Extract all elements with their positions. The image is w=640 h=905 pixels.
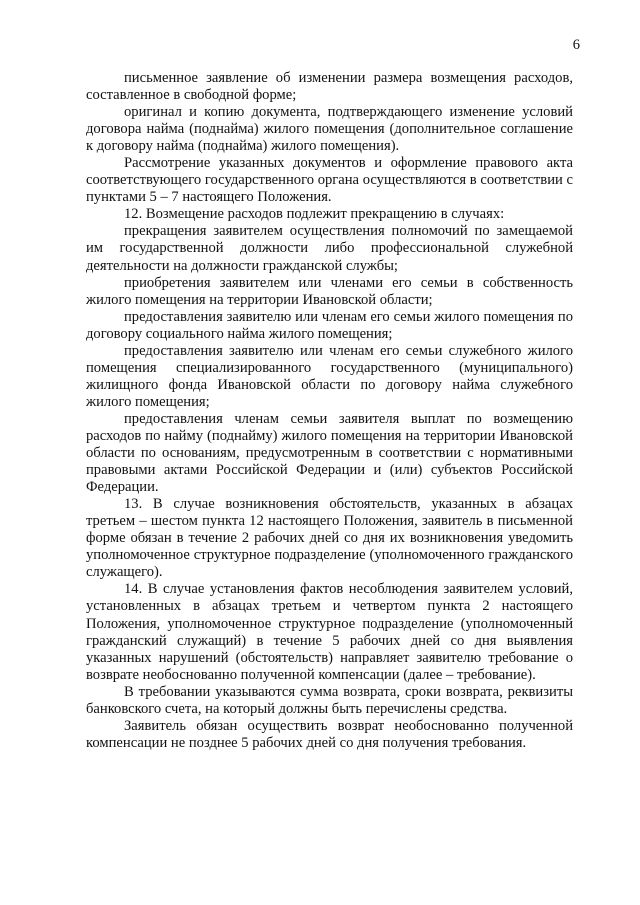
paragraph: предоставления членам семьи заявителя выплат по возмещению расходов по найму (поднайму) жилого помещения на территории Ивановской области по основаниям, предусмотренным в соответствии с нормативными правовыми актами Российской Федерации и (или) субъектов Российской Федерации. [86,410,573,496]
paragraph: 14. В случае установления фактов несоблюдения заявителем условий, установленных в абзацах третьем и четвертом пункта 2 настоящего Положения, уполномоченное структурное подразделение (уполномоченный гражданский служащий) в течение 5 рабочих дней со дня выявления указанных нарушений (обстоятельств) направляет заявителю требование о возврате необоснованно полученной компенсации (далее – требование). [86,581,573,683]
page-number: 6 [572,37,580,53]
document-body [86,70,573,752]
paragraph: приобретения заявителем или членами его семьи в собственность жилого помещения на территории Ивановской области; [86,274,573,308]
paragraph: В требовании указываются сумма возврата, сроки возврата, реквизиты банковского счета, на который должны быть перечислены средства. [86,683,573,717]
paragraph: предоставления заявителю или членам его семьи жилого помещения по договору социального найма жилого помещения; [86,308,573,342]
paragraph: 13. В случае возникновения обстоятельств, указанных в абзацах третьем – шестом пункта 12 настоящего Положения, заявитель в письменной форме обязан в течение 2 рабочих дней со дня их возникновения уведомить уполномоченное структурное подразделение (уполномоченного гражданского служащего). [86,496,573,581]
paragraph: прекращения заявителем осуществления полномочий по замещаемой им государственной должности либо профессиональной служебной деятельности на должности гражданской службы; [86,223,573,274]
paragraph: оригинал и копию документа, подтверждающего изменение условий договора найма (поднайма) жилого помещения (дополнительное соглашение к договору найма (поднайма) жилого помещения). [86,104,573,155]
paragraph: письменное заявление об изменении размера возмещения расходов, составленное в свободной форме; [86,70,573,104]
paragraph: Заявитель обязан осуществить возврат необоснованно полученной компенсации не позднее 5 рабочих дней со дня получения требования. [86,717,573,751]
paragraph: Рассмотрение указанных документов и оформление правового акта соответствующего государственного органа осуществляются в соответствии с пунктами 5 – 7 настоящего Положения. [86,155,573,206]
paragraph: предоставления заявителю или членам его семьи служебного жилого помещения специализированного государственного (муниципального) жилищного фонда Ивановской области по договору найма служебного жилого помещения; [86,342,573,410]
paragraph: 12. Возмещение расходов подлежит прекращению в случаях: [124,206,505,223]
